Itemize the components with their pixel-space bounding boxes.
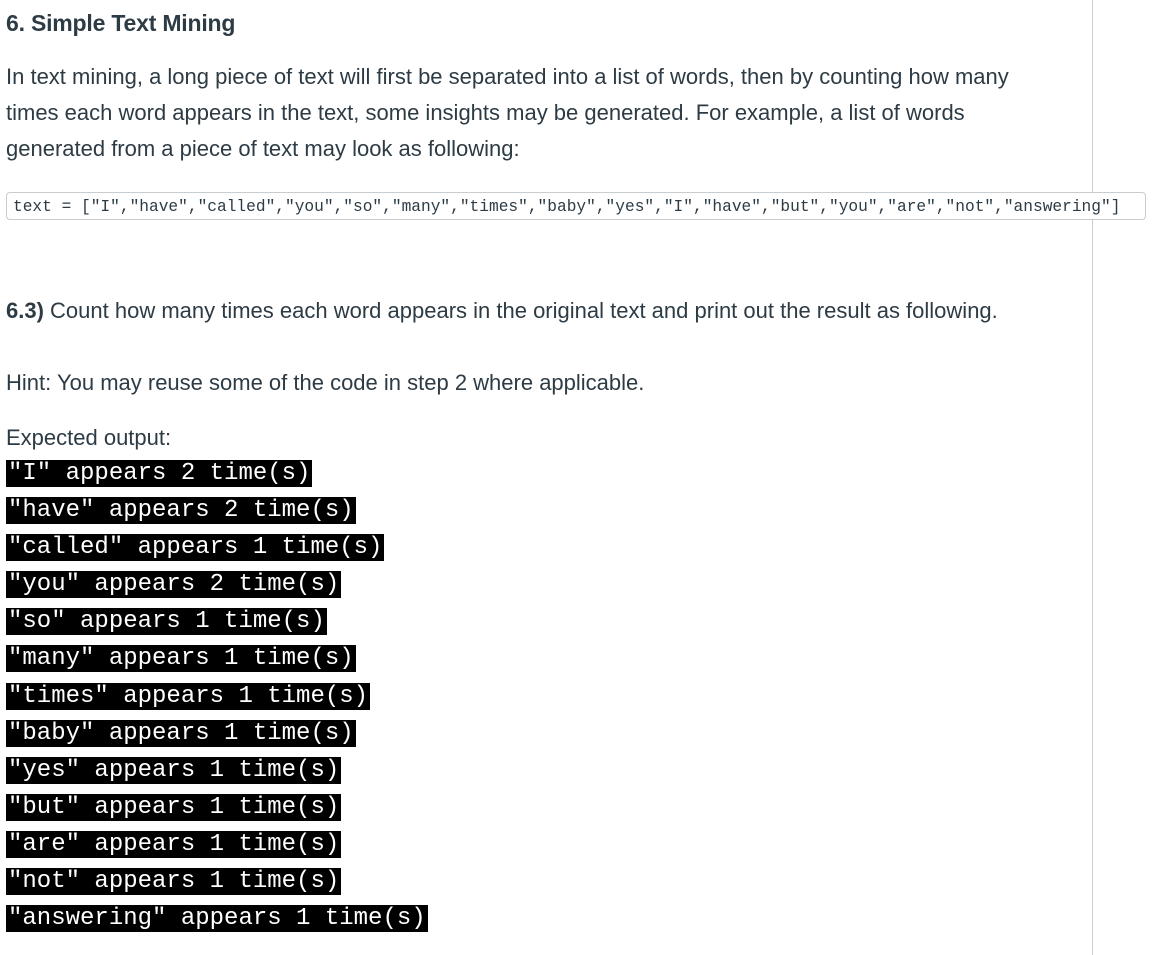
expected-output-label: Expected output: <box>6 425 172 450</box>
content-divider <box>1092 0 1093 955</box>
output-line-text: "answering" appears 1 time(s) <box>8 905 426 933</box>
output-line <box>6 831 428 868</box>
page-title: 6. Simple Text Mining <box>6 10 236 36</box>
output-line-text: "have" appears 2 time(s) <box>8 497 354 525</box>
output-line <box>6 794 428 831</box>
question-paragraph <box>6 293 1046 329</box>
intro-paragraph: In text mining, a long piece of text will first be separated into a list of words, then by counting how many times each word appears in the text, some insights may be generated. For example, a list of words generated from a piece of text may look as following: <box>6 64 1009 161</box>
output-line-text: "are" appears 1 time(s) <box>8 830 340 858</box>
output-line <box>6 645 428 682</box>
output-line <box>6 534 428 571</box>
output-line <box>6 683 428 720</box>
output-line-text: "I" appears 2 time(s) <box>8 460 311 487</box>
question-number: 6.3) <box>6 298 44 323</box>
output-line-text: "yes" appears 1 time(s) <box>8 756 340 784</box>
question-text: Count how many times each word appears in the original text and print out the result as following. <box>43 298 998 323</box>
output-line-text: "so" appears 1 time(s) <box>8 608 325 636</box>
code-snippet: text = ["I","have","called","you","so","many","times","baby","yes","I","have","but","you","are","not","answering"] <box>6 192 1146 220</box>
output-line-text: "baby" appears 1 time(s) <box>8 719 354 747</box>
hint-text: Hint: You may reuse some of the code in step 2 where applicable. <box>6 370 645 395</box>
output-line <box>6 757 428 794</box>
output-line <box>6 868 428 905</box>
output-line-text: "many" appears 1 time(s) <box>8 645 354 673</box>
output-line <box>6 608 428 645</box>
output-line <box>6 460 428 497</box>
output-line <box>6 720 428 757</box>
output-line-text: "but" appears 1 time(s) <box>8 793 340 821</box>
expected-output-list <box>6 460 428 942</box>
output-line <box>6 571 428 608</box>
output-line-text: "you" appears 2 time(s) <box>8 571 340 599</box>
output-line <box>6 497 428 534</box>
output-line <box>6 905 428 942</box>
output-line-text: "times" appears 1 time(s) <box>8 682 369 710</box>
output-line-text: "not" appears 1 time(s) <box>8 868 340 896</box>
output-line-text: "called" appears 1 time(s) <box>8 534 383 562</box>
